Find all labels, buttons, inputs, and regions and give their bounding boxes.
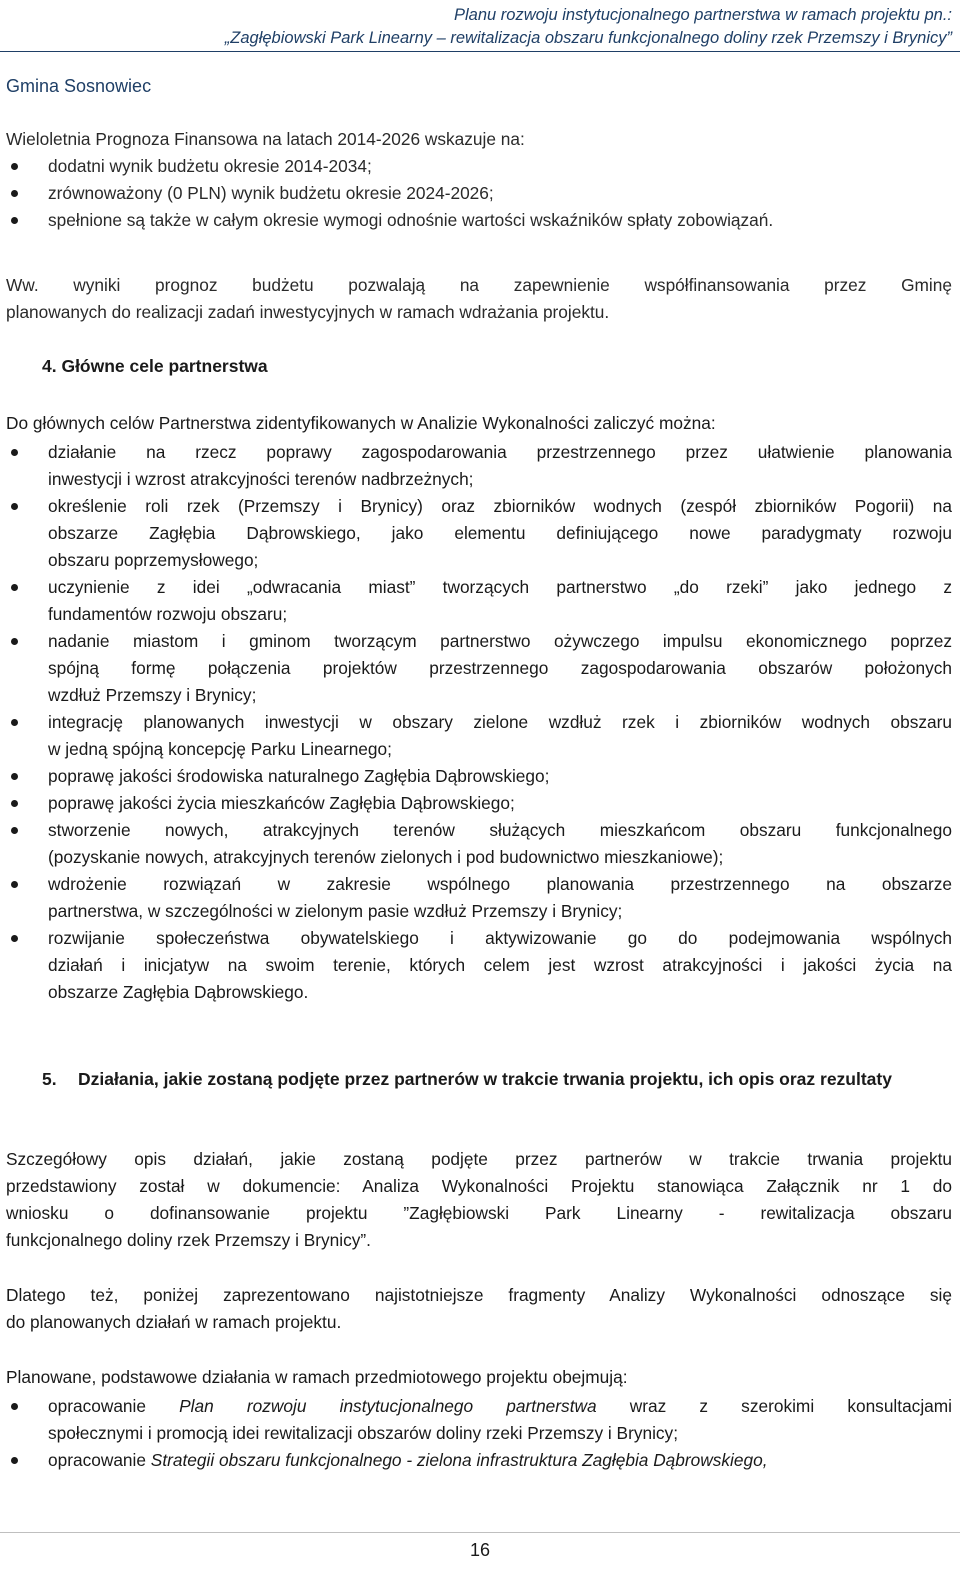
goal-line: obszarze Zagłębia Dąbrowskiego, jako elementu definiującego nowe paradygmaty rozwoju <box>48 523 952 543</box>
wpf-item: zrównoważony (0 PLN) wynik budżetu okresie 2024-2026; <box>6 180 952 207</box>
goal-line: wzdłuż Przemszy i Brynicy; <box>48 685 257 705</box>
goal-line: nadanie miastom i gminom tworzącym partnerstwo ożywczego impulsu ekonomicznego poprzez <box>48 631 952 651</box>
paragraph-line: Szczegółowy opis działań, jakie zostaną podjęte przez partnerów w trakcie trwania projektu <box>6 1149 952 1169</box>
goal-item <box>6 925 952 1006</box>
goal-item <box>6 817 952 871</box>
paragraph-line: planowanych do realizacji zadań inwestycyjnych w ramach wdrażania projektu. <box>6 302 610 322</box>
paragraph-line: Dlatego też, poniżej zaprezentowano najistotniejsze fragmenty Analizy Wykonalności odnoszące się <box>6 1285 952 1305</box>
header-line-1: Planu rozwoju instytucjonalnego partnerstwa w ramach projektu pn.: <box>453 6 952 24</box>
paragraph-line: funkcjonalnego doliny rzek Przemszy i Brynicy”. <box>6 1230 371 1250</box>
goal-line: partnerstwa, w szczególności w zielonym pasie wzdłuż Przemszy i Brynicy; <box>48 901 623 921</box>
wpf-block <box>6 126 952 234</box>
activities-list <box>6 1393 952 1474</box>
header-divider <box>0 51 960 52</box>
page-number: 16 <box>469 1540 491 1560</box>
goal-item <box>6 493 952 574</box>
goals-list <box>6 439 952 1006</box>
goal-item <box>6 628 952 709</box>
section-5-title: Działania, jakie zostaną podjęte przez partnerów w trakcie trwania projektu, ich opis oraz rezultaty <box>78 1069 892 1089</box>
goal-item <box>6 871 952 925</box>
paragraph-line: wniosku o dofinansowanie projektu ”Zagłębiowski Park Linearny - rewitalizacja obszaru <box>6 1203 952 1223</box>
goal-line: obszarze Zagłębia Dąbrowskiego. <box>48 982 309 1002</box>
wpf-item: dodatni wynik budżetu okresie 2014-2034; <box>6 153 952 180</box>
goal-line: spójną formę połączenia projektów przestrzennego zagospodarowania obszarów położonych <box>48 658 952 678</box>
activity-document-title: Strategii obszaru funkcjonalnego - zielona infrastruktura Zagłębia Dąbrowskiego, <box>150 1450 768 1470</box>
paragraph-line: przedstawiony został w dokumencie: Analiza Wykonalności Projektu stanowiąca Załącznik nr 1 do <box>6 1176 952 1196</box>
goal-line: określenie roli rzek (Przemszy i Brynicy) oraz zbiorników wodnych (zespół zbiorników Pogorii) na <box>48 496 952 516</box>
goal-item <box>6 763 952 790</box>
goal-line: poprawę jakości życia mieszkańców Zagłębia Dąbrowskiego; <box>48 793 515 813</box>
goal-line: rozwijanie społeczeństwa obywatelskiego i aktywizowanie go do podejmowania wspólnych <box>48 928 952 948</box>
running-header <box>225 4 952 50</box>
goal-line: stworzenie nowych, atrakcyjnych terenów służących mieszkańcom obszaru funkcjonalnego <box>48 820 952 840</box>
section-5-paragraph-1 <box>6 1146 952 1254</box>
section-5-paragraph-3: Planowane, podstawowe działania w ramach przedmiotowego projektu obejmują: <box>6 1367 628 1387</box>
ww-paragraph <box>6 272 952 326</box>
activity-document-title: Plan rozwoju instytucjonalnego partnerstwa <box>179 1396 597 1416</box>
goal-line: (pozyskanie nowych, atrakcyjnych terenów zielonych i pod budownictwo mieszkaniowe); <box>48 847 724 867</box>
goal-line: fundamentów rozwoju obszaru; <box>48 604 288 624</box>
section-5-heading <box>42 1066 952 1093</box>
activity-item <box>6 1447 952 1474</box>
goal-line: wdrożenie rozwiązań w zakresie wspólnego planowania przestrzennego na obszarze <box>48 874 952 894</box>
goal-line: działań i inicjatyw na swoim terenie, których celem jest wzrost atrakcyjności i jakości życia na <box>48 955 952 975</box>
goal-line: w jedną spójną koncepcję Parku Linearnego; <box>48 739 392 759</box>
footer-divider <box>0 1532 960 1533</box>
goal-item <box>6 790 952 817</box>
gmina-label: Gmina Sosnowiec <box>6 76 152 96</box>
activity-line: społecznymi i promocją idei rewitalizacji obszarów doliny rzeki Przemszy i Brynicy; <box>48 1423 678 1443</box>
goal-item <box>6 439 952 493</box>
section-5-number: 5. <box>42 1069 57 1089</box>
section-4-heading: 4. Główne cele partnerstwa <box>42 356 268 376</box>
goal-line: inwestycji i wzrost atrakcyjności terenów nadbrzeżnych; <box>48 469 474 489</box>
activity-text: opracowanie <box>48 1396 180 1416</box>
paragraph-line: Ww. wyniki prognoz budżetu pozwalają na zapewnienie współfinansowania przez Gminę <box>6 275 952 295</box>
section-5-paragraph-2 <box>6 1282 952 1336</box>
goal-line: integrację planowanych inwestycji w obszary zielone wzdłuż rzek i zbiorników wodnych obszaru <box>48 712 952 732</box>
goal-line: obszaru poprzemysłowego; <box>48 550 259 570</box>
section-4-intro: Do głównych celów Partnerstwa zidentyfikowanych w Analizie Wykonalności zaliczyć można: <box>6 413 716 433</box>
wpf-intro: Wieloletnia Prognoza Finansowa na latach 2014-2026 wskazuje na: <box>6 129 525 149</box>
goal-line: poprawę jakości środowiska naturalnego Zagłębia Dąbrowskiego; <box>48 766 550 786</box>
activity-text: wraz z szerokimi konsultacjami <box>596 1396 953 1416</box>
goal-item <box>6 709 952 763</box>
activity-text: opracowanie <box>48 1450 151 1470</box>
activity-line <box>48 1447 952 1474</box>
activity-line <box>48 1393 952 1420</box>
header-line-2: „Zagłębiowski Park Linearny – rewitalizacja obszaru funkcjonalnego doliny rzek Przemszy i Brynicy” <box>224 29 952 47</box>
activity-item <box>6 1393 952 1447</box>
goal-item <box>6 574 952 628</box>
goal-line: uczynienie z idei „odwracania miast” tworzących partnerstwo „do rzeki” jako jednego z <box>48 577 952 597</box>
paragraph-line: do planowanych działań w ramach projektu. <box>6 1312 342 1332</box>
goal-line: działanie na rzecz poprawy zagospodarowania przestrzennego przez ułatwienie planowania <box>48 442 952 462</box>
wpf-item: spełnione są także w całym okresie wymogi odnośnie wartości wskaźników spłaty zobowiązań. <box>6 207 952 234</box>
